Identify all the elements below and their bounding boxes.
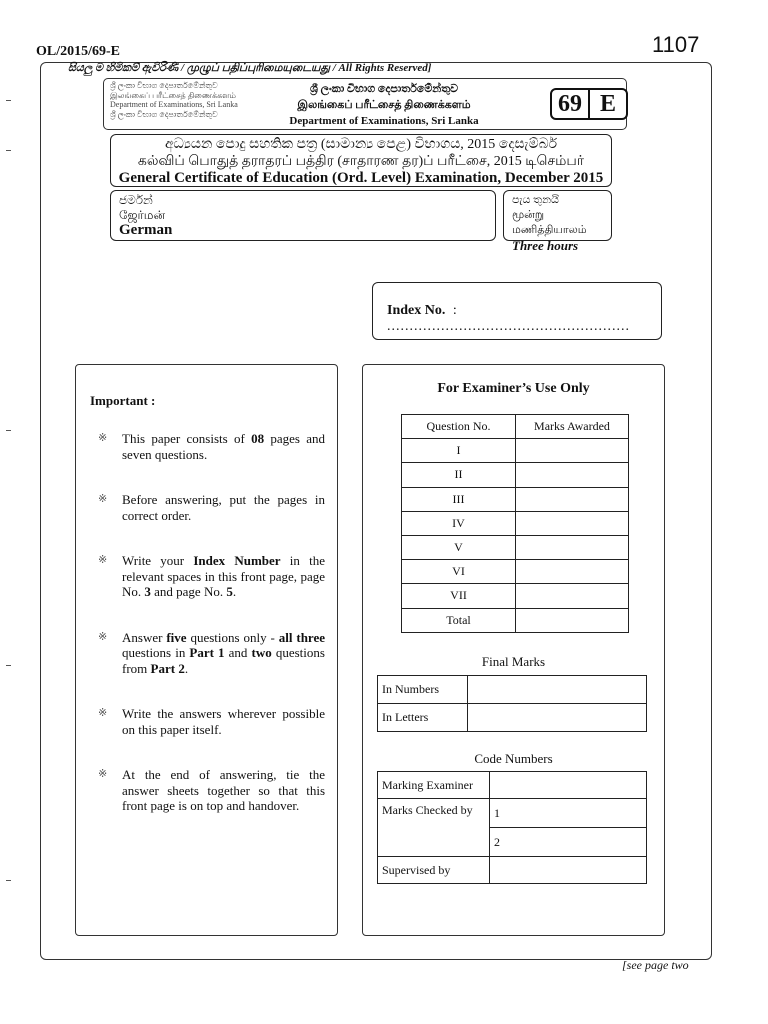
table-row <box>402 463 629 487</box>
instruction-text: 08 <box>251 431 265 446</box>
dept-ta-bg: இலங்கைப் பரீட்சைத் திணைக்களம் <box>110 90 236 100</box>
instruction-item <box>98 431 325 462</box>
instruction-text: and page No. <box>150 584 227 599</box>
bullet-icon: ※ <box>98 707 108 719</box>
question-number: VII <box>402 584 516 608</box>
instruction-text: . <box>184 660 189 676</box>
exam-title-ta: கல்விப் பொதுத் தராதரப் பத்திர (சாதாரண தர)ப் பரீட்சை, 2015 டிசெம்பர் <box>137 154 585 169</box>
table-row <box>402 439 629 463</box>
see-page-two: [see page two <box>622 958 689 972</box>
marks-awarded-field[interactable] <box>516 608 629 632</box>
subject-ta: ஜேர்மன் <box>119 208 166 222</box>
instruction-text: At the end of answering, tie the answer sheets together so that this front page is on top and handover. <box>122 767 325 813</box>
instruction-text: five <box>166 629 187 645</box>
instruction-item <box>98 553 325 600</box>
in-numbers-label: In Numbers <box>378 676 468 704</box>
department-ta: இலங்கைப் பரீட்சைத் திணைக்களம் <box>297 99 471 111</box>
question-number: III <box>402 487 516 511</box>
examiner-box <box>362 364 665 936</box>
exam-title-en: General Certificate of Education (Ord. Level) Examination, December 2015 <box>118 170 604 186</box>
duration-ta: மூன்று மணித்தியாலம் <box>512 209 587 236</box>
medium: E <box>588 90 626 118</box>
final-marks-table <box>377 675 647 732</box>
marks-table <box>401 414 629 633</box>
checker-2-field[interactable]: 2 <box>490 828 647 857</box>
index-sep: : <box>452 303 457 318</box>
final-marks-title: Final Marks <box>481 654 546 669</box>
subject-si: ජර්මන් <box>119 193 153 207</box>
instruction-text: Write your <box>122 553 194 568</box>
header-question-no: Question No. <box>402 415 516 439</box>
question-number: II <box>402 463 516 487</box>
instruction-text: This paper consists of <box>122 431 252 446</box>
index-number-field[interactable]: ...................................................... <box>387 319 630 334</box>
marks-awarded-field[interactable] <box>516 463 629 487</box>
supervised-by-label: Supervised by <box>378 857 490 884</box>
bullet-icon: ※ <box>98 554 108 566</box>
instruction-text: and <box>224 645 252 660</box>
supervised-by-field[interactable] <box>490 857 647 884</box>
instruction-item <box>98 767 325 814</box>
instruction-text: questions only - <box>186 629 279 645</box>
marks-awarded-field[interactable] <box>516 535 629 559</box>
instruction-text: Part 1 <box>189 645 225 660</box>
duration-box <box>503 190 612 253</box>
dept-en-bg: Department of Examinations, Sri Lanka <box>110 100 238 109</box>
department-si: ශ්‍රී ලංකා විභාග දෙපාර්තමේන්තුව <box>309 83 459 95</box>
instruction-text: all three <box>278 629 325 645</box>
marks-awarded-field[interactable] <box>516 584 629 608</box>
marks-awarded-field[interactable] <box>516 487 629 511</box>
in-letters-field[interactable] <box>468 704 647 732</box>
page-number: 1107 <box>652 32 700 57</box>
question-number: VI <box>402 560 516 584</box>
subject-number: 69 <box>558 91 582 117</box>
important-box <box>75 364 338 936</box>
table-row <box>402 535 629 559</box>
header-marks-awarded: Marks Awarded <box>516 415 629 439</box>
instruction-text: . <box>232 584 237 599</box>
exam-title-si: අධ්‍යයන පොදු සහතික පත්‍ර (සාමාන්‍ය පෙළ) විභාගය, 2015 දෙසැම්බර් <box>164 137 558 152</box>
instruction-text: two <box>251 645 272 660</box>
instruction-text: 3 <box>144 584 151 599</box>
table-row <box>402 487 629 511</box>
instruction-text: in the relevant spaces in this front page, page No. <box>122 553 326 599</box>
paper-code: OL/2015/69-E <box>36 44 121 59</box>
instruction-text: Part 2 <box>150 660 185 676</box>
instruction-text: questions from <box>122 645 325 676</box>
duration-si: පැය තුනයි <box>512 194 559 206</box>
marking-examiner-label: Marking Examiner <box>378 772 490 799</box>
instruction-text: pages and seven questions. <box>122 431 325 462</box>
instruction-text: Before answering, put the pages in correct order. <box>122 492 325 523</box>
marks-awarded-field[interactable] <box>516 439 629 463</box>
index-number-box[interactable] <box>372 282 662 340</box>
marks-awarded-field[interactable] <box>516 511 629 535</box>
bullet-icon: ※ <box>98 630 108 643</box>
examiner-title: For Examiner’s Use Only <box>437 381 590 396</box>
instruction-text: Answer <box>122 629 167 645</box>
question-number: V <box>402 535 516 559</box>
table-row <box>402 584 629 608</box>
instruction-text: Index Number <box>193 553 281 568</box>
dept-si-bg2: ශ්‍රී ලංකා විභාග දෙපාර්තමේන්තුව <box>110 109 218 119</box>
exam-title-box <box>110 134 612 187</box>
bullet-icon: ※ <box>98 493 108 505</box>
marks-awarded-field[interactable] <box>516 560 629 584</box>
question-number: IV <box>402 511 516 535</box>
marking-examiner-field[interactable] <box>490 772 647 799</box>
instruction-text: questions in <box>122 645 190 660</box>
subject-code-box <box>550 88 628 120</box>
table-row <box>402 560 629 584</box>
index-label: Index No. <box>387 303 446 318</box>
department-en: Department of Examinations, Sri Lanka <box>289 115 479 127</box>
table-row <box>402 511 629 535</box>
question-number: I <box>402 439 516 463</box>
important-title: Important : <box>90 393 156 408</box>
in-letters-label: In Letters <box>378 704 468 732</box>
marks-checked-label: Marks Checked by <box>378 799 490 857</box>
bullet-icon: ※ <box>98 432 108 444</box>
instruction-item <box>98 706 325 737</box>
code-numbers-table <box>377 771 647 884</box>
question-number: Total <box>402 608 516 632</box>
instruction-item <box>98 492 325 523</box>
instruction-text: Write the answers wherever possible on this paper itself. <box>122 706 325 737</box>
subject-box <box>110 190 496 241</box>
table-row <box>402 608 629 632</box>
bullet-icon: ※ <box>98 768 108 780</box>
in-numbers-field[interactable] <box>468 676 647 704</box>
department-name <box>274 81 494 129</box>
subject-en: German <box>119 222 173 238</box>
instruction-text: 5 <box>226 584 233 599</box>
department-banner <box>103 78 627 130</box>
code-numbers-title: Code Numbers <box>474 751 553 766</box>
rights-reserved: සියලු ම හිමිකම් ඇවිරිණි / முழுப் பதிப்புரிமையுடையது / All Rights Reserved] <box>68 62 432 74</box>
duration-en: Three hours <box>512 238 579 253</box>
instruction-item <box>98 630 325 677</box>
checker-1-field[interactable]: 1 <box>490 799 647 828</box>
dept-si-bg: ශ්‍රී ලංකා විභාග දෙපාර්තමේන්තුව <box>110 81 218 90</box>
